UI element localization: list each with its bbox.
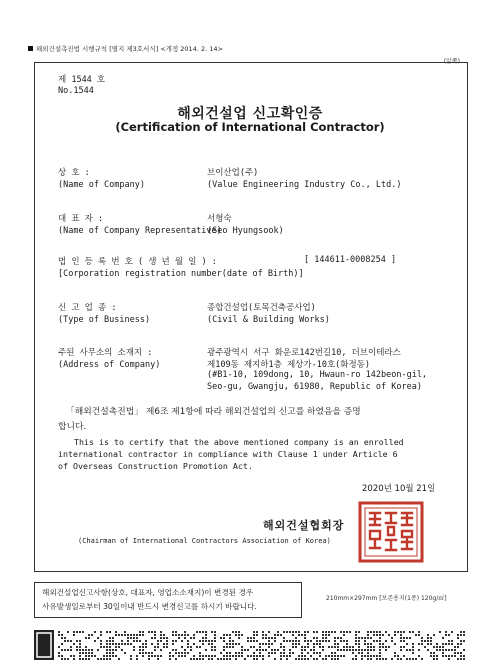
address-value-en-1: (#B1-10, 109dong, 10, Hwaun-ro 142beon-gil,: [207, 370, 428, 380]
certification-text-en-2: international contractor in compliance with Clause 1 under Article 6: [58, 449, 398, 459]
paper-specification: 210mm×297mm [보존용지(1종) 120g/㎡]: [326, 595, 447, 602]
security-barcode-strip: [34, 630, 468, 660]
form-header-note: [28, 44, 223, 53]
business-type-label-en: (Type of Business): [58, 315, 151, 325]
address-label-en: (Address of Company): [58, 360, 161, 370]
certificate-number-ko: 제 1544 호: [58, 75, 106, 85]
business-type-value-en: (Civil & Building Works): [207, 315, 330, 325]
change-notice-line-2: 사유발생일로부터 30일이내 반드시 변경신고를 하시기 바랍니다.: [42, 602, 257, 611]
corp-reg-label-en: [Corporation registration number(date of Birth)]: [58, 269, 304, 279]
corp-reg-label-ko: 법 인 등 록 번 호 ( 생 년 월 일 ) :: [58, 257, 217, 267]
certification-text-ko-1: 「해외건설촉진법」 제6조 제1항에 따라 해외건설업의 신고를 하였음을 증명: [66, 407, 361, 417]
representative-value-en: (Seo Hyungsook): [207, 226, 284, 236]
business-type-value-ko: 종합건설업(토목건축공사업): [207, 303, 316, 313]
issuer-title-en: (Chairman of International Contractors Association of Korea): [78, 537, 331, 545]
company-label-ko: 상 호 :: [58, 168, 90, 178]
certificate-title-en: (Certification of International Contractor): [115, 120, 385, 134]
issuer-title-ko: 해외건설협회장: [263, 519, 345, 532]
business-type-label-ko: 신 고 업 종 :: [58, 303, 117, 313]
company-value-en: (Value Engineering Industry Co., Ltd.): [207, 180, 402, 190]
official-seal-icon: [357, 500, 425, 564]
address-value-en-2: Seo-gu, Gwangju, 61980, Republic of Korea): [207, 382, 422, 392]
issue-date: 2020년 10월 21일: [362, 484, 436, 494]
representative-label-ko: 대 표 자 :: [58, 214, 104, 224]
certification-text-ko-2: 합니다.: [58, 422, 87, 432]
certification-text-en-3: of Overseas Construction Promotion Act.: [58, 461, 253, 471]
certificate-title-ko: 해외건설업 신고확인증: [177, 106, 323, 122]
certificate-number-en: No.1544: [58, 86, 94, 96]
address-label-ko: 주된 사무소의 소재지 :: [58, 348, 153, 358]
company-label-en: (Name of Company): [58, 180, 145, 190]
certification-text-en-1: This is to certify that the above mentioned company is an enrolled: [74, 437, 404, 447]
representative-label-en: (Name of Company Representative): [58, 226, 222, 236]
address-value-ko-2: 제109동 제지하1층 제상가-10호(화정동): [207, 360, 371, 370]
square-bullet-icon: [28, 46, 33, 51]
company-value-ko: 브이산업(주): [207, 168, 259, 178]
change-notice-line-1: 해외건설업신고사항(상호, 대표자, 영업소소재지)이 변경된 경우: [42, 588, 254, 597]
representative-value-ko: 서형숙: [207, 214, 232, 224]
address-value-ko-1: 광주광역시 서구 화운로142번길10, 더브이테라스: [207, 348, 401, 358]
corp-reg-value: [ 144611-0008254 ]: [304, 255, 397, 265]
front-side-label: (앞쪽): [443, 58, 460, 65]
form-header-text: 해외건설촉진법 시행규칙 [별지 제3호서식] <개정 2014. 2. 14>: [36, 45, 223, 53]
